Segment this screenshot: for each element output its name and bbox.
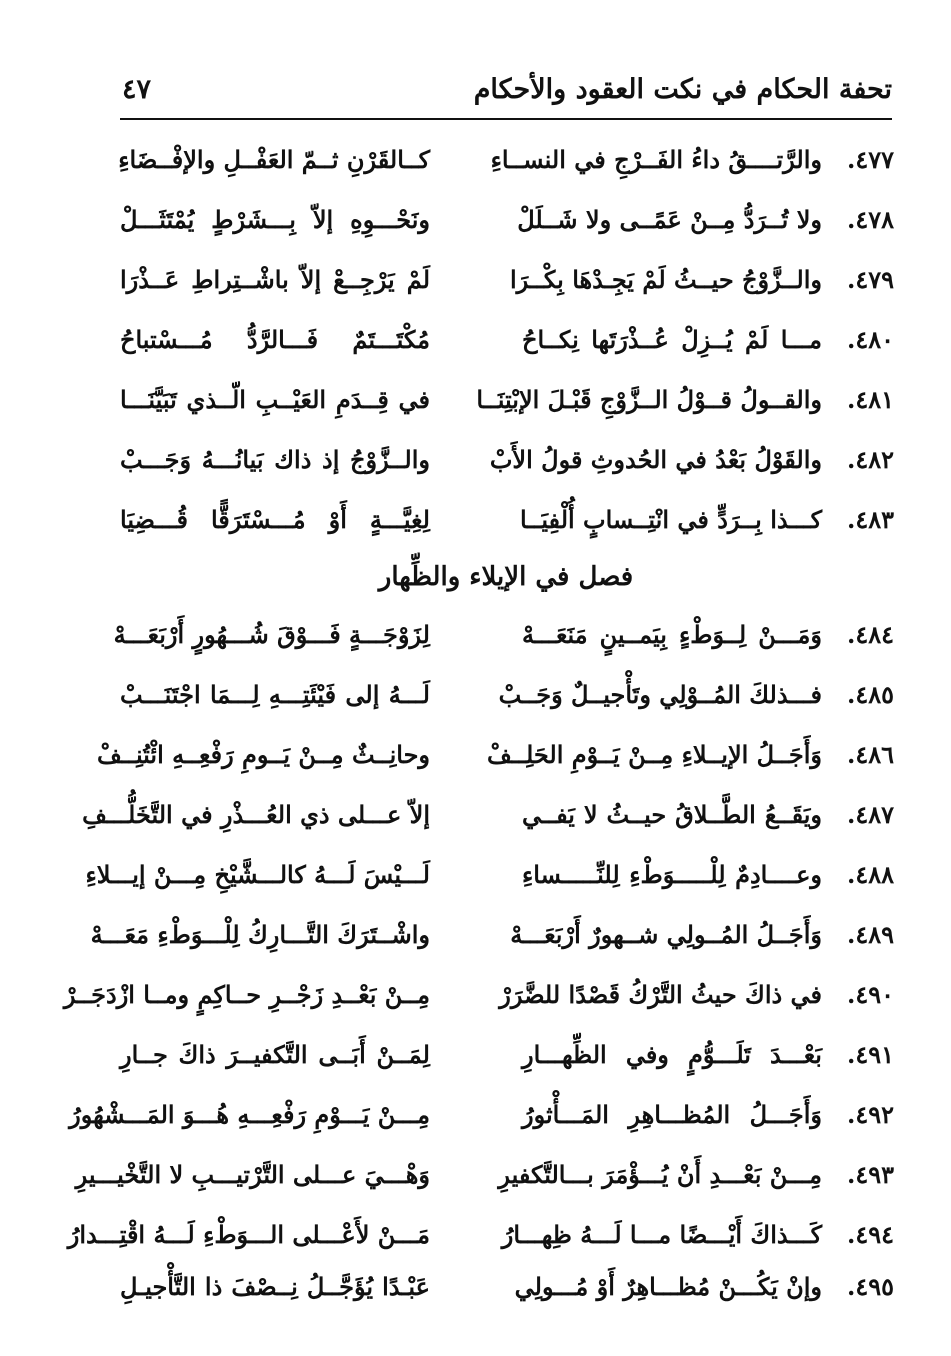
- second-hemistich: كــالقَرْنِ ثــمّ العَفْــلِ والإفْــضَاءِ: [118, 145, 430, 174]
- second-hemistich: مِـــنْ يَـــوْمِ رَفْعِـــهِ هُـــوَ المَـــشْهُورُ: [69, 1100, 430, 1129]
- verse-row: [113, 618, 894, 658]
- verse-number: ٤٨٧.: [846, 800, 894, 829]
- first-hemistich: ويَقَــعُ الطَّــلاقُ حيــثُ لا يَفــي: [522, 800, 822, 829]
- verse-number: ٤٧٩.: [846, 265, 894, 294]
- first-hemistich: وعــــادِمٌ لِلْـــــوَطْءِ لِلنِّـــــساءِ: [522, 860, 822, 889]
- verse-number: ٤٩٤.: [846, 1220, 894, 1249]
- second-hemistich: واشْــتَرَكَ التَّـــارِكُ لِلْـــوَطْءِ مَعَـــهْ: [90, 920, 430, 949]
- verse-number: ٤٨٥.: [846, 680, 894, 709]
- first-hemistich: والرَّتــــقُ داءُ الفَــرْجِ في النســاءِ: [490, 145, 822, 174]
- verse-number: ٤٨٦.: [846, 740, 894, 769]
- verse-number: ٤٨٩.: [846, 920, 894, 949]
- second-hemistich: لَمْ يَرْجِــعْ إلاّ باشْــتِراطِ عَــذْرَا: [120, 265, 430, 294]
- first-hemistich: مِـــنْ بَعْـــدِ أَنْ يُـــؤْمَرَ بـــالتَّكفيرِ: [498, 1160, 822, 1189]
- second-hemistich: وحانِــثٌ مِــنْ يَــومِ رَفْعِــهِ ائْتُنِــفْ: [97, 740, 430, 769]
- first-hemistich: والقَوْلُ بَعْدُ في الحُدوثِ قولُ الأَبْ: [489, 445, 822, 474]
- verse-row: [67, 1218, 894, 1258]
- verse-number: ٤٨٠.: [846, 325, 894, 354]
- first-hemistich: كَـــذاكَ أَيْـــضًا مـــا لَـــهُ ظِهـــارُ: [501, 1220, 822, 1249]
- verse-row: [118, 443, 894, 483]
- first-hemistich: بَعْـــدَ تَلَـــوُّمٍ وفي الظِّهـــارِ: [522, 1040, 822, 1069]
- verse-row: [97, 738, 894, 778]
- verse-number: ٤٩١.: [846, 1040, 894, 1069]
- second-hemistich: لِزَوْجَـــةٍ فَـــوْقَ شُـــهُورٍ أَرْبَعَـــهْ: [113, 620, 430, 649]
- second-hemistich: عَبْـدًا يُؤَجَّــلُ نِــصْفَ ذا التَّأْجيـلِ: [120, 1272, 430, 1301]
- verse-row: [63, 978, 894, 1018]
- first-hemistich: وَمَـــنْ لِــوَطْءٍ بِيَمــينٍ مَنَعَـــهْ: [522, 620, 822, 649]
- verse-number: ٤٩٥.: [846, 1272, 894, 1301]
- first-hemistich: وإنْ يَكُـــنْ مُظـــاهِرٌ أَوْ مُـــولِي: [514, 1272, 822, 1301]
- verse-row: [118, 203, 894, 243]
- first-hemistich: في ذاكَ حيثُ التَّرْكُ قَصْدًا للضَّرَرْ: [499, 980, 822, 1009]
- second-hemistich: وَهْـــيَ عـــلى التَّرْتيـــبِ لا التَّخْيـــيرِ: [75, 1160, 430, 1189]
- verse-row: [85, 858, 894, 898]
- verse-row: [118, 1038, 894, 1078]
- second-hemistich: مَـــنْ لأَعْـــلى الـــوَطْءِ لَـــهُ اقْتِـــدارُ: [67, 1220, 430, 1249]
- first-hemistich: كـــذا بِــرَدٍّ في انْتِــسابٍ أُلْفِيَــا: [519, 505, 822, 534]
- page-number: ٤٧: [122, 74, 152, 105]
- verse-row: [118, 383, 894, 423]
- second-hemistich: ونَحْـــوِهِ إلاّ بِـــشَرْطٍ يُمْتَثَـــلْ: [120, 205, 430, 234]
- verse-number: ٤٧٧.: [846, 145, 894, 174]
- verse-row: [118, 503, 894, 543]
- first-hemistich: وَأَجَــلُ المُــولِي شــهورٌ أَرْبَعَـــهْ: [510, 920, 822, 949]
- running-header: [120, 72, 892, 120]
- book-title: تحفة الحكام في نكت العقود والأحكام: [473, 74, 892, 105]
- verse-row: [118, 263, 894, 303]
- verse-row: [118, 323, 894, 363]
- verse-number: ٤٧٨.: [846, 205, 894, 234]
- verse-number: ٤٨٣.: [846, 505, 894, 534]
- section-heading: فصل في الإيلاء والظِّهار: [378, 562, 634, 592]
- verse-row: [118, 678, 894, 718]
- verse-number: ٤٨٢.: [846, 445, 894, 474]
- verse-row: [90, 918, 894, 958]
- second-hemistich: لِمَــنْ أَبَــى التَّكفيــرَ ذاكَ جــارِ: [120, 1040, 430, 1069]
- second-hemistich: والــزَّوْجُ إذ ذاك بَيانُـــهُ وَجَـــبْ: [120, 445, 430, 474]
- verse-number: ٤٩٢.: [846, 1100, 894, 1129]
- verse-number: ٤٨٤.: [846, 620, 894, 649]
- first-hemistich: فـــذلكَ المُــوْلِي وتَأْجيــلٌ وَجَــبْ: [498, 680, 822, 709]
- first-hemistich: والــزَّوْجُ حيــثُ لَمْ يَجِـدْهَا بِكْــرَا: [509, 265, 822, 294]
- verse-row: [118, 1270, 894, 1310]
- second-hemistich: لِغِيَّـــةٍ أَوْ مُـــسْتَرَقًّا قُـــضِيَا: [120, 505, 430, 534]
- verse-row: [118, 143, 894, 183]
- verse-number: ٤٩٠.: [846, 980, 894, 1009]
- second-hemistich: مِــنْ بَعْــدِ زَجْــرِ حــاكِمٍ ومــا ازْدَجَــرْ: [63, 980, 430, 1009]
- second-hemistich: لَـــيْسَ لَـــهُ كالـــشَّيْخِ مِـــنْ إيـــلاءِ: [85, 860, 430, 889]
- second-hemistich: في قِــدَمِ العَيْــبِ الّــذي تَبَيَّنَـــا: [120, 385, 430, 414]
- verse-number: ٤٨١.: [846, 385, 894, 414]
- verse-row: [75, 1158, 894, 1198]
- verse-number: ٤٩٣.: [846, 1160, 894, 1189]
- verse-number: ٤٨٨.: [846, 860, 894, 889]
- first-hemistich: والقــولُ قــوْلُ الــزَّوْجِ قَبْـلَ الإبْتِنَــا: [476, 385, 822, 414]
- first-hemistich: وَأَجَـــلُ المُظـــاهِرِ المَـــأْثورُ: [522, 1100, 822, 1129]
- second-hemistich: مُكْتَـــتَمٌ فَـــالرَّدُّ مُـــسْتباحُ: [120, 325, 430, 354]
- first-hemistich: مـــا لَمْ يُــزِلْ عُــذْرَتَها نِكــاحُ: [522, 325, 822, 354]
- second-hemistich: إلاّ عـــلى ذي العُـــذْرِ في التَّخَلُّـــفِ: [82, 800, 430, 829]
- first-hemistich: ولا تُــرَدُّ مِــنْ عَمًــى ولا شَــلَلْ: [517, 205, 822, 234]
- first-hemistich: وَأَجَــلُ الإيــلاءِ مِــنْ يَــوْمِ الحَلِــفْ: [487, 740, 822, 769]
- verse-row: [69, 1098, 894, 1138]
- verse-row: [82, 798, 894, 838]
- second-hemistich: لَـــهُ إلى فَيْئَتِـــهِ لِـــمَا اجْتَنَـــبْ: [120, 680, 430, 709]
